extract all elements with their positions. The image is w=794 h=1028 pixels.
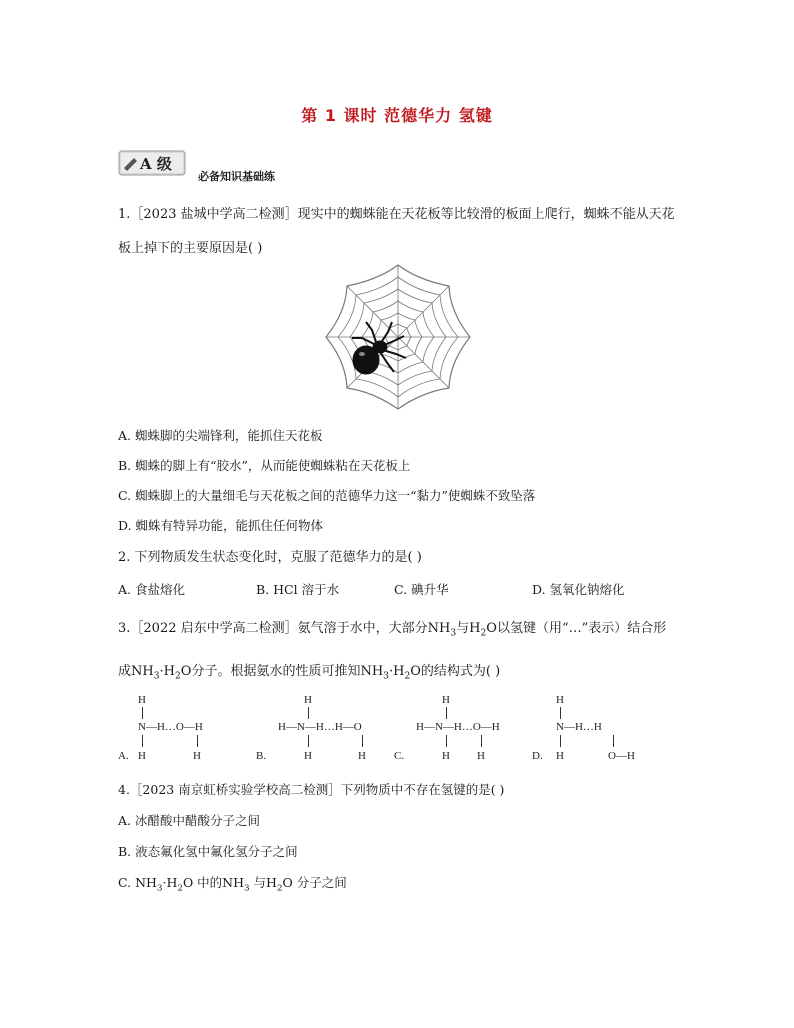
q1-stem-line1: 1.［2023 盐城中学高二检测］现实中的蜘蛛能在天花板等比较滑的板面上爬行，蜘蛛不能从天花: [118, 207, 675, 222]
q3-text: ·H: [388, 664, 405, 679]
q3-text: ·H: [159, 664, 175, 679]
bond-line: [446, 735, 447, 747]
atom-label: H: [477, 750, 485, 762]
subscript: 2: [480, 628, 487, 639]
q3-option-a[interactable]: [118, 694, 258, 769]
spider-icon: [322, 262, 474, 412]
atom-label: H: [138, 750, 146, 762]
q1-stem-line2: 板上掉下的主要原因是( ): [118, 241, 263, 256]
level-subtitle: 必备知识基础练: [198, 170, 275, 183]
subscript: 2: [175, 671, 181, 682]
q1-option-b[interactable]: B. 蜘蛛的脚上有“胶水”，从而能使蜘蛛粘在天花板上: [118, 458, 411, 473]
spider-web-illustration: [322, 262, 474, 412]
subscript: 2: [177, 883, 183, 894]
bond-line: [142, 735, 143, 747]
q4-text: ·H: [162, 875, 178, 890]
atom-label: H: [138, 694, 146, 706]
bond-line: [308, 707, 309, 719]
q4-stem: 4.［2023 南京虹桥实验学校高二检测］下列物质中不存在氢键的是( ): [118, 782, 505, 797]
q3-option-b[interactable]: [256, 694, 396, 769]
q4-option-a[interactable]: A. 冰醋酸中醋酸分子之间: [118, 813, 260, 828]
q3-text: O的结构式为( ): [410, 664, 501, 679]
subscript: 3: [244, 883, 250, 894]
page-title: 第 1 课时 范德华力 氢键: [301, 106, 493, 125]
bond-line: [560, 707, 561, 719]
atom-label: H: [193, 750, 201, 762]
q3-option-c[interactable]: [394, 694, 534, 769]
q3-text: O分子。根据氨水的性质可推知NH: [180, 664, 384, 679]
q2-option-b[interactable]: B. HCl 溶于水: [256, 582, 340, 597]
formula-mid: H—N—H…O—H: [416, 721, 500, 733]
q1-option-a[interactable]: A. 蜘蛛脚的尖端锋利，能抓住天花板: [118, 428, 323, 443]
option-label: D.: [532, 750, 543, 762]
q3-option-d[interactable]: [532, 694, 672, 769]
q4-option-c[interactable]: [118, 873, 347, 894]
q2-option-c[interactable]: C. 碘升华: [394, 582, 449, 597]
q2-option-a[interactable]: A. 食盐熔化: [118, 582, 185, 597]
subscript: 2: [276, 883, 283, 894]
atom-label: H: [304, 750, 312, 762]
option-label: B.: [256, 750, 267, 762]
bond-line: [362, 735, 363, 747]
q4-option-b[interactable]: B. 液态氟化氢中氟化氢分子之间: [118, 844, 298, 859]
option-label: A.: [118, 750, 129, 762]
q3-stem-line2: [118, 660, 500, 682]
atom-label: H: [556, 750, 564, 762]
option-label: C.: [394, 750, 405, 762]
q3-text: 成NH: [118, 664, 154, 679]
bond-line: [446, 707, 447, 719]
bond-line: [613, 735, 614, 747]
atom-label: H: [442, 750, 450, 762]
formula-mid: N—H…H: [556, 721, 602, 733]
bond-line: [197, 735, 198, 747]
svg-text:A 级: A 级: [140, 155, 172, 173]
bond-line: [560, 735, 561, 747]
atom-label: H: [304, 694, 312, 706]
q4-text: O 分子之间: [282, 875, 347, 890]
q3-stem-line1: [118, 617, 666, 639]
atom-label: H: [556, 694, 564, 706]
q3-text: 与H: [456, 621, 481, 636]
bond-line: [308, 735, 309, 747]
q1-option-c[interactable]: C. 蜘蛛脚上的大量细毛与天花板之间的范德华力这一“黏力”使蜘蛛不致坠落: [118, 488, 536, 503]
subscript: 3: [153, 671, 160, 682]
bond-line: [142, 707, 143, 719]
subscript: 3: [383, 671, 389, 682]
formula-mid: N—H…O—H: [138, 721, 203, 733]
q2-option-d[interactable]: D. 氢氧化钠熔化: [532, 582, 625, 597]
atom-label: O—H: [608, 750, 635, 762]
atom-label: H: [358, 750, 366, 762]
q4-text: 与H: [249, 875, 277, 890]
level-badge: [118, 148, 188, 178]
subscript: 3: [450, 628, 457, 639]
bond-line: [481, 735, 482, 747]
q4-text: C. NH: [118, 875, 157, 890]
formula-mid: H—N—H…H—O: [278, 721, 362, 733]
subscript: 2: [404, 671, 411, 682]
q1-option-d[interactable]: D. 蜘蛛有特异功能，能抓住任何物体: [118, 518, 324, 533]
q3-text: 3.［2022 启东中学高二检测］氨气溶于水中，大部分NH: [118, 621, 451, 636]
atom-label: H: [442, 694, 450, 706]
q4-text: O 中的NH: [182, 875, 244, 890]
q3-text: O以氢键（用“…”表示）结合形: [486, 621, 667, 636]
subscript: 3: [156, 883, 163, 894]
q2-stem: 2. 下列物质发生状态变化时，克服了范德华力的是( ): [118, 550, 422, 565]
